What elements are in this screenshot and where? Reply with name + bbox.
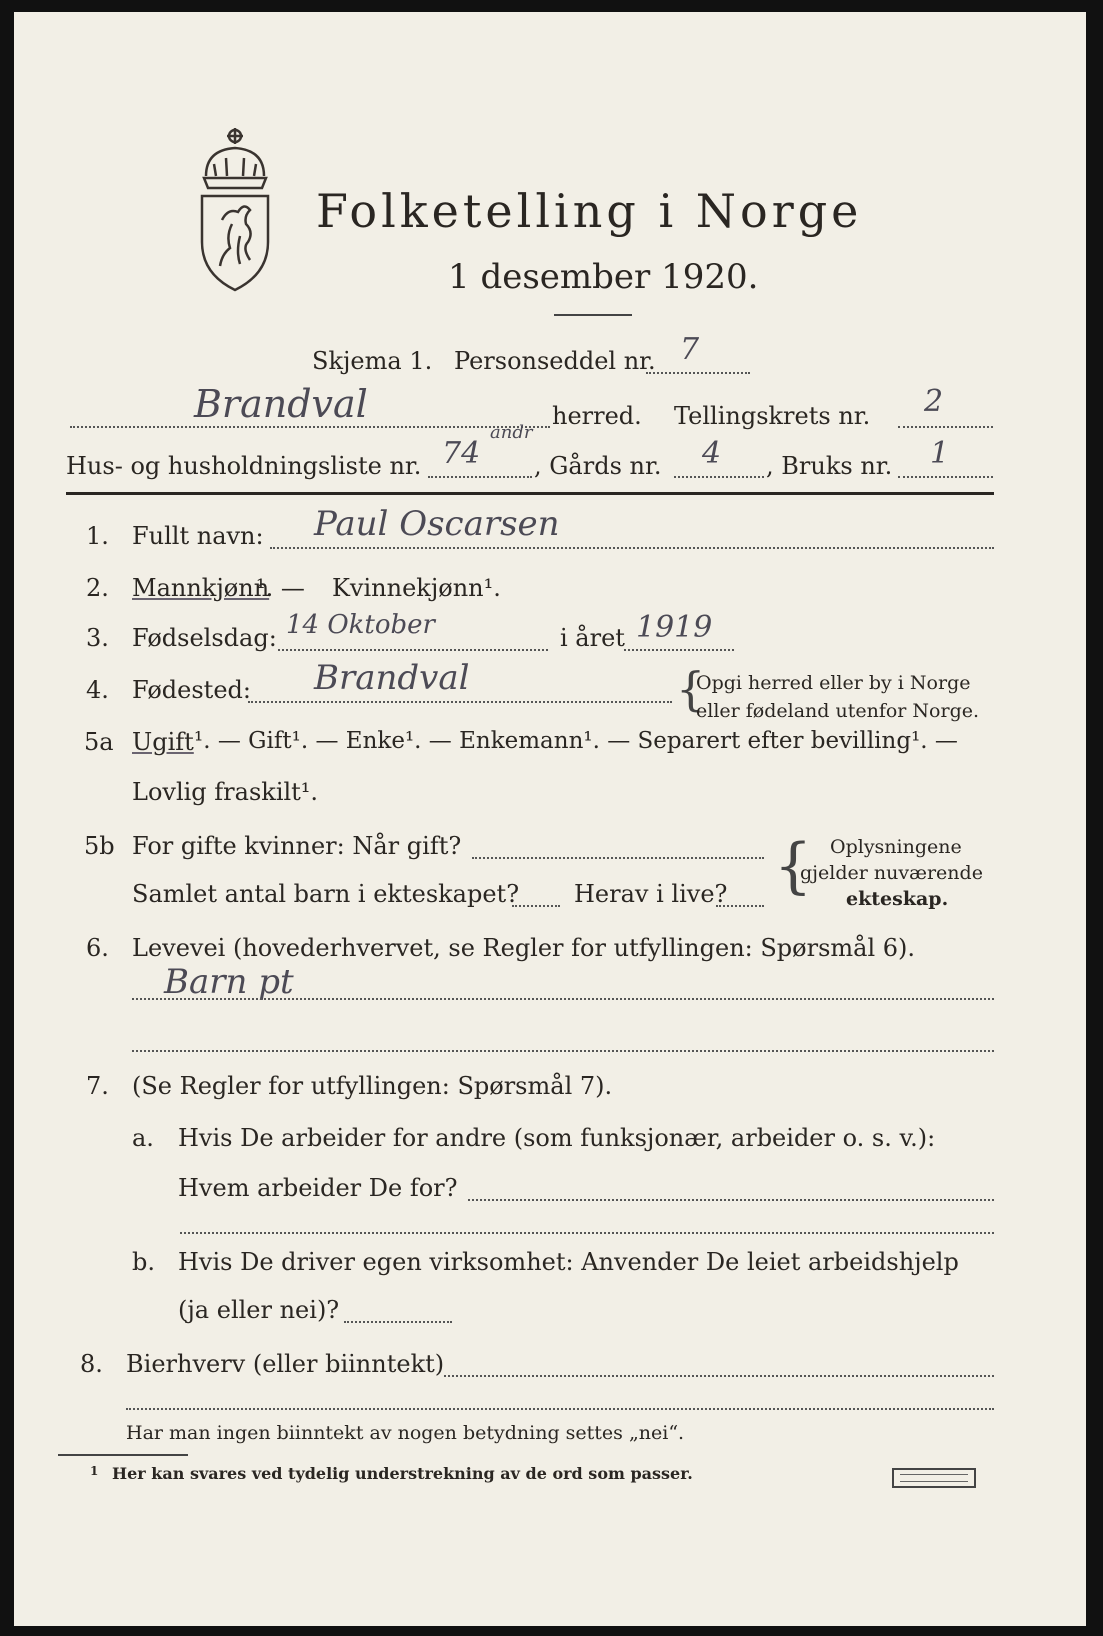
birth-year-value[interactable]: 1919 (636, 610, 713, 645)
q4-label: Fødested: (132, 676, 251, 704)
gender-option-male[interactable]: Mannkjønn (132, 574, 270, 602)
form-title: Folketelling i Norge (316, 184, 863, 238)
marital-options[interactable]: ¹. — Gift¹. — Enke¹. — Enkemann¹. — Separert efter bevilling¹. — (194, 728, 958, 754)
census-date: 1 desember 1920. (448, 257, 759, 297)
q5b-note-line1: Oplysningene (830, 836, 962, 858)
footnote-mark: 1 (90, 1464, 99, 1478)
footnote-text: Her kan svares ved tydelig understrekning av de ord som passer. (112, 1464, 693, 1483)
q5b-label-married: For gifte kvinner: Når gift? (132, 832, 462, 860)
q2-number: 2. (86, 574, 109, 602)
birthplace-value[interactable]: Brandval (314, 658, 470, 698)
q5b-note-line3: ekteskap. (846, 888, 949, 910)
q8-note: Har man ingen biinntekt av nogen betydning settes „nei“. (126, 1422, 685, 1444)
marital-option-fraskilt[interactable]: Lovlig fraskilt¹. (132, 778, 319, 806)
q7a-sub-label: Hvem arbeider De for? (178, 1174, 458, 1202)
printer-stamp (892, 1468, 976, 1488)
norway-coat-of-arms-icon (192, 124, 278, 294)
q4-number: 4. (86, 676, 109, 704)
occupation-value[interactable]: Barn pt (164, 962, 294, 1002)
q4-note-line1: Opgi herred eller by i Norge (696, 672, 971, 694)
herred-value[interactable]: Brandval (194, 382, 368, 426)
marital-option-ugift[interactable]: Ugift (132, 728, 194, 756)
personseddel-label: Personseddel nr. (454, 347, 656, 375)
q5b-label-alive: Herav i live? (574, 880, 728, 908)
q7b-sub-label: (ja eller nei)? (178, 1296, 340, 1324)
q2-separator: ¹. — (256, 574, 305, 602)
q5a-number: 5a (84, 728, 114, 756)
hus-label: Hus- og husholdningsliste nr. (66, 452, 422, 480)
q8-number: 8. (80, 1350, 103, 1378)
tellingskrets-label: Tellingskrets nr. (674, 402, 871, 430)
q7b-letter: b. (132, 1248, 155, 1276)
q4-note-line2: eller fødeland utenfor Norge. (696, 700, 980, 722)
full-name-value[interactable]: Paul Oscarsen (314, 504, 560, 544)
q4-brace: { (676, 662, 706, 716)
hus-value[interactable]: 74 (442, 436, 481, 471)
gender-option-female[interactable]: Kvinnekjønn¹. (332, 574, 501, 602)
q5b-brace: { (774, 831, 813, 901)
q3-label: Fødselsdag: (132, 624, 277, 652)
personseddel-value[interactable]: 7 (680, 332, 700, 367)
q8-label: Bierhverv (eller biinntekt) (126, 1350, 445, 1378)
q7-label: (Se Regler for utfyllingen: Spørsmål 7). (132, 1072, 613, 1100)
q7a-label: Hvis De arbeider for andre (som funksjonær, arbeider o. s. v.): (178, 1124, 936, 1152)
q6-label: Levevei (hovederhvervet, se Regler for utfyllingen: Spørsmål 6). (132, 934, 916, 962)
q3-number: 3. (86, 624, 109, 652)
tellingskrets-value[interactable]: 2 (924, 384, 944, 419)
header-rule (66, 492, 994, 495)
bruks-value[interactable]: 1 (930, 436, 950, 471)
q7a-letter: a. (132, 1124, 154, 1152)
bruks-label: , Bruks nr. (766, 452, 893, 480)
q5b-number: 5b (84, 832, 115, 860)
q7-number: 7. (86, 1072, 109, 1100)
birth-date-value[interactable]: 14 Oktober (286, 610, 435, 640)
footnote-rule (58, 1454, 188, 1456)
q5b-label-children: Samlet antal barn i ekteskapet? (132, 880, 520, 908)
census-form (14, 12, 1086, 1626)
title-divider (554, 314, 632, 316)
q3-year-label: i året (560, 624, 625, 652)
hus-annotation: andr (490, 422, 533, 443)
gards-value[interactable]: 4 (702, 436, 722, 471)
q5b-note-line2: gjelder nuværende (800, 862, 983, 884)
herred-label: herred. (552, 402, 642, 430)
q1-number: 1. (86, 522, 109, 550)
q6-number: 6. (86, 934, 109, 962)
skjema-label: Skjema 1. (312, 347, 433, 375)
q7b-label: Hvis De driver egen virksomhet: Anvender De leiet arbeidshjelp (178, 1248, 959, 1276)
q1-label: Fullt navn: (132, 522, 264, 550)
gards-label: , Gårds nr. (534, 452, 662, 480)
